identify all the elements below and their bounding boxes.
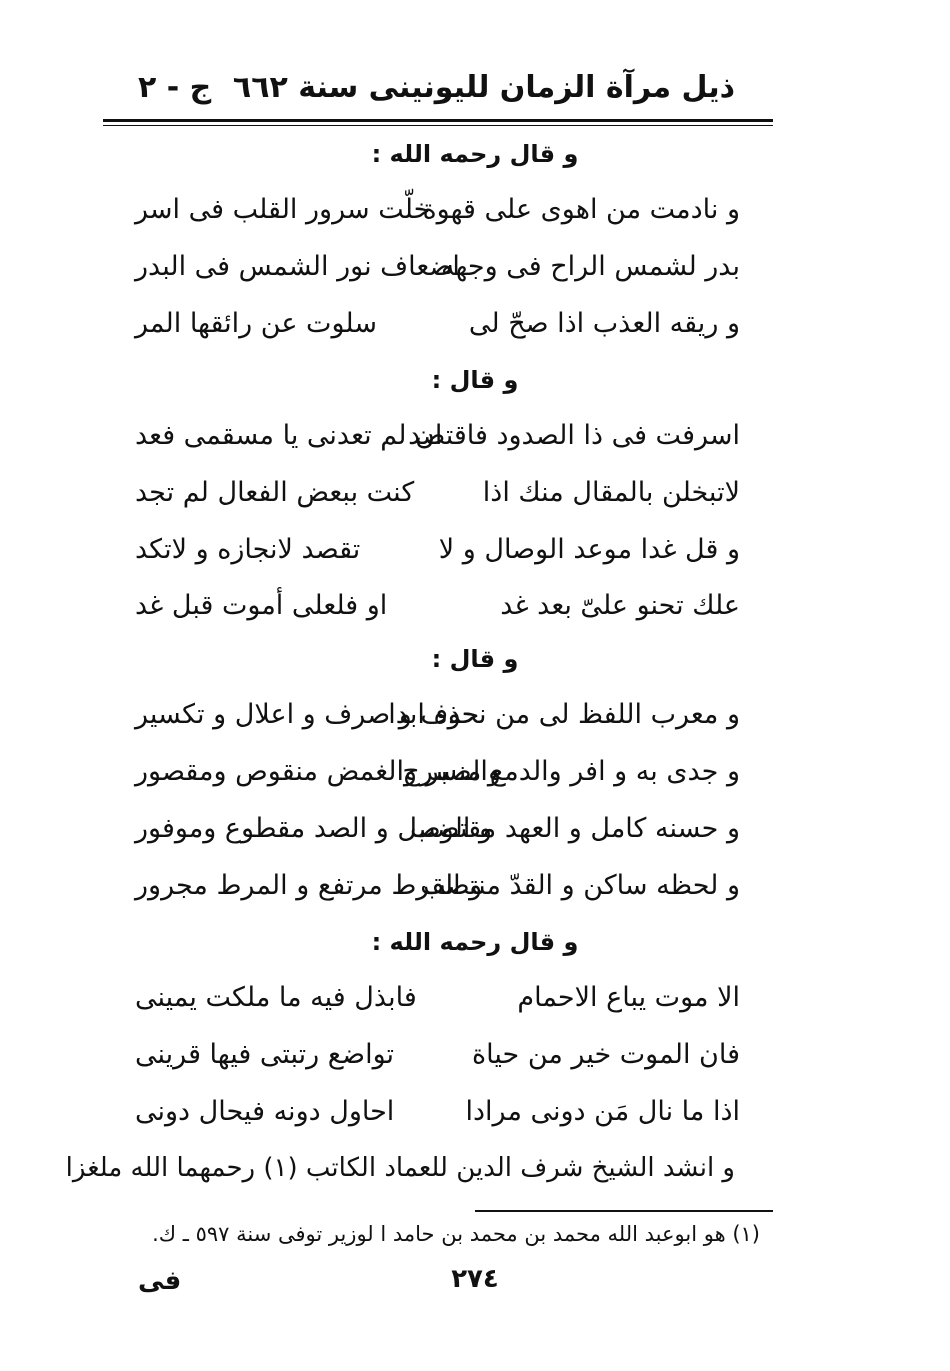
verse-second-hemistich: و القرط مرتفع و المرط مجرور: [135, 870, 483, 901]
section-intro: و قال رحمه الله :: [371, 140, 579, 168]
verse-line: [135, 756, 740, 796]
verse-first-hemistich: و جدى به و افر والدمع منسرح: [402, 756, 740, 787]
verse-first-hemistich: و نادمت من اهوى على قهوة: [422, 194, 740, 225]
page-number: ٢٧٤: [451, 1264, 499, 1294]
verse-line: [135, 534, 740, 574]
verse-second-hemistich: احاول دونه فيحال دونى: [135, 1096, 395, 1127]
verse-line: [135, 982, 740, 1022]
verse-second-hemistich: سلوت عن رائقها المر: [135, 308, 377, 339]
section-intro: و قال :: [431, 645, 519, 673]
verse-first-hemistich: اذا ما نال مَن دونى مرادا: [465, 1096, 740, 1127]
verse-line: [135, 251, 740, 291]
verse-first-hemistich: و لحظه ساكن و القدّ منتصب: [420, 870, 740, 901]
volume-label: ج - ٢: [138, 70, 212, 105]
header-rule-thin: [103, 125, 773, 126]
verse-first-hemistich: لاتبخلن بالمقال منك اذا: [482, 477, 740, 508]
footnote: (١) هو ابوعبد الله محمد بن محمد بن حامد ا لوزير توفى سنة ٥٩٧ ـ ك.: [152, 1222, 760, 1246]
verse-line: [135, 477, 740, 517]
verse-line: [135, 699, 740, 739]
verse-second-hemistich: و الوصل و الصد مقطوع وموفور: [135, 813, 493, 844]
verse-line: [135, 590, 740, 630]
verse-second-hemistich: تواضع رتبتى فيها قرينى: [135, 1039, 395, 1070]
footnote-rule: [475, 1210, 773, 1212]
verse-first-hemistich: علك تحنو علىّ بعد غد: [500, 590, 740, 621]
verse-first-hemistich: بدر لشمس الراح فى وجهه: [440, 251, 740, 282]
verse-second-hemistich: ان لم تعدنى يا مسقمى فعد: [135, 420, 443, 451]
verse-line: [135, 1096, 740, 1136]
verse-second-hemistich: خلّت سرور القلب فى اسر: [135, 194, 431, 225]
section-intro: و قال :: [431, 366, 519, 394]
section-intro: و قال رحمه الله :: [371, 928, 579, 956]
verse-first-hemistich: و حسنه كامل و العهد مقتضب: [410, 813, 740, 844]
verse-first-hemistich: الا موت يباع الاحمام: [517, 982, 740, 1013]
catchword: فى: [138, 1266, 182, 1296]
verse-second-hemistich: تقصد لانجازه و لاتكد: [135, 534, 361, 565]
header-rule-thick: [103, 119, 773, 122]
verse-second-hemistich: والصبر والغمض منقوص ومقصور: [135, 756, 501, 787]
running-header-title: ذيل مرآة الزمان لليونينى سنة ٦٦٢: [232, 70, 735, 105]
closing-paragraph: و انشد الشيخ شرف الدين للعماد الكاتب (١) رحمهما الله ملغزا: [65, 1153, 735, 1183]
verse-line: [135, 1039, 740, 1079]
verse-second-hemistich: حذف و صرف و اعلال و تكسير: [135, 699, 480, 730]
verse-second-hemistich: كنت ببعض الفعال لم تجد: [135, 477, 415, 508]
verse-second-hemistich: او فلعلى أموت قبل غد: [135, 590, 388, 621]
verse-first-hemistich: و قل غدا موعد الوصال و لا: [438, 534, 740, 565]
verse-line: [135, 194, 740, 234]
verse-first-hemistich: فان الموت خير من حياة: [472, 1039, 740, 1070]
verse-line: [135, 420, 740, 460]
verse-first-hemistich: اسرفت فى ذا الصدود فاقتصد: [408, 420, 740, 451]
verse-second-hemistich: فابذل فيه ما ملكت يمينى: [135, 982, 417, 1013]
verse-first-hemistich: و ريقه العذب اذا صحّ لى: [468, 308, 740, 339]
verse-second-hemistich: اضعاف نور الشمس فى البدر: [135, 251, 460, 282]
verse-line: [135, 870, 740, 910]
verse-first-hemistich: و معرب اللفظ لى من نحوه ابدا: [388, 699, 740, 730]
verse-line: [135, 308, 740, 348]
verse-line: [135, 813, 740, 853]
